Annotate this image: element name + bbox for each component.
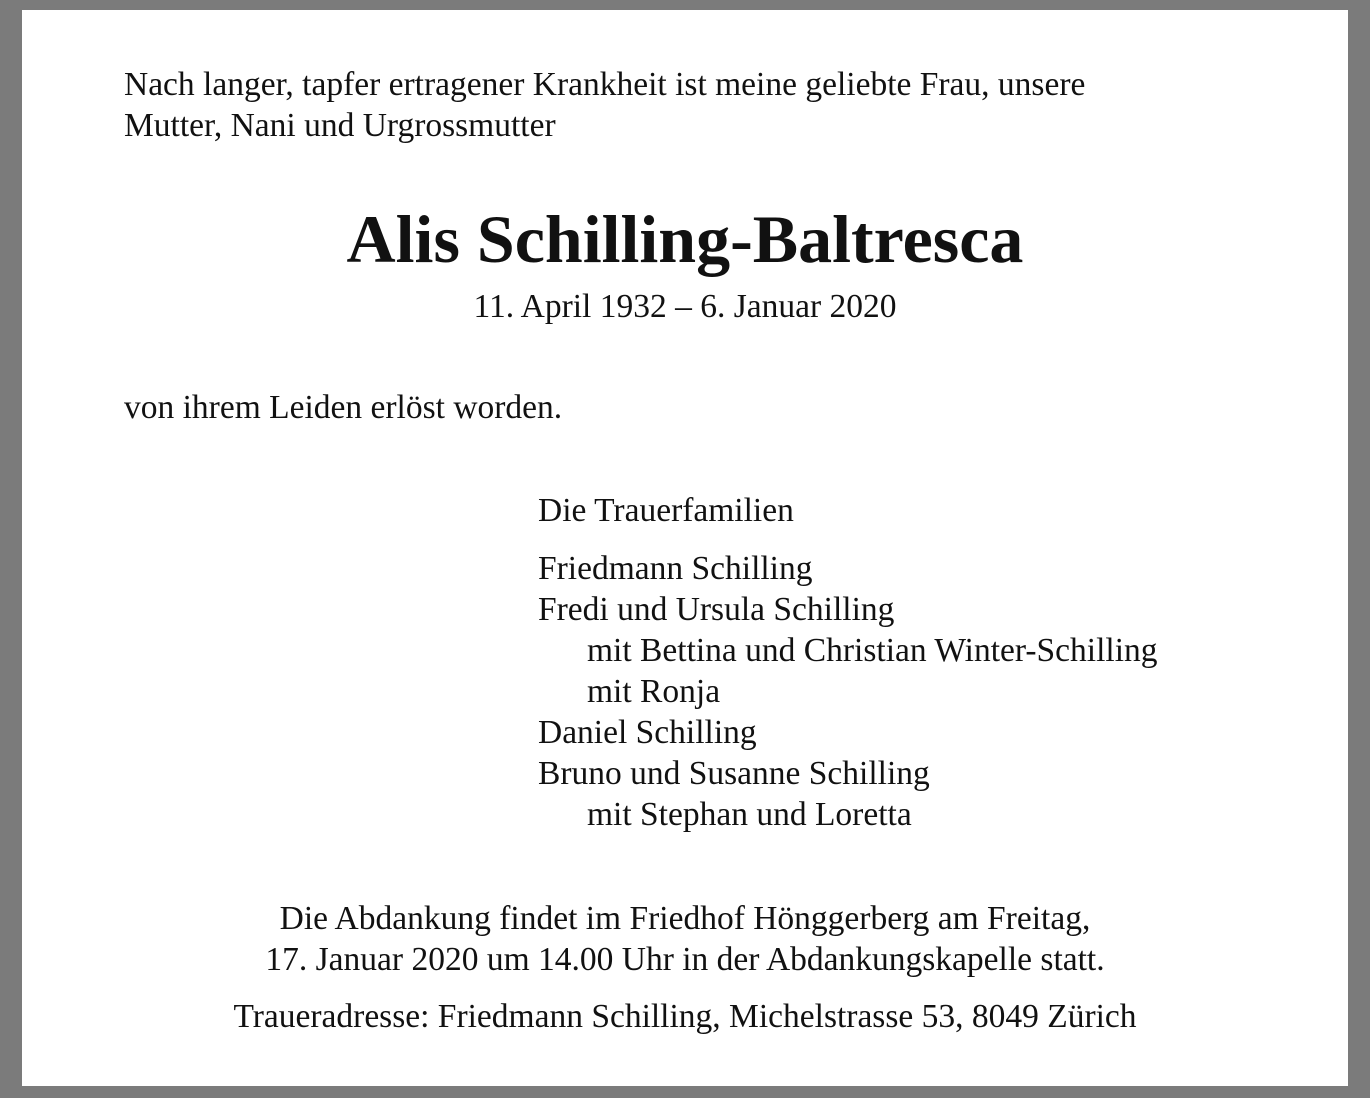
family-member: mit Ronja [587,673,721,710]
life-dates: 11. April 1932 – 6. Januar 2020 [473,288,897,325]
family-member: Daniel Schilling [538,714,757,751]
service-info [0,898,1370,980]
family-member: mit Bettina und Christian Winter-Schilling [587,632,1158,669]
family-list [538,548,1158,835]
service-line-2: 17. Januar 2020 um 14.00 Uhr in der Abdankungskapelle statt. [265,941,1105,978]
release-text: von ihrem Leiden erlöst worden. [124,389,563,426]
family-member: Fredi und Ursula Schilling [538,591,895,628]
intro-text [124,64,1085,146]
intro-line-2: Mutter, Nani und Urgrossmutter [124,107,556,144]
family-member: mit Stephan und Loretta [587,796,912,833]
family-heading: Die Trauerfamilien [538,492,794,529]
intro-line-1: Nach langer, tapfer ertragener Krankheit ist meine geliebte Frau, unsere [124,66,1086,103]
family-member: Friedmann Schilling [538,550,813,587]
family-member: Bruno und Susanne Schilling [538,755,930,792]
deceased-name: Alis Schilling-Baltresca [346,201,1024,277]
mourning-address: Traueradresse: Friedmann Schilling, Michelstrasse 53, 8049 Zürich [233,998,1137,1035]
service-line-1: Die Abdankung findet im Friedhof Hönggerberg am Freitag, [279,900,1091,937]
